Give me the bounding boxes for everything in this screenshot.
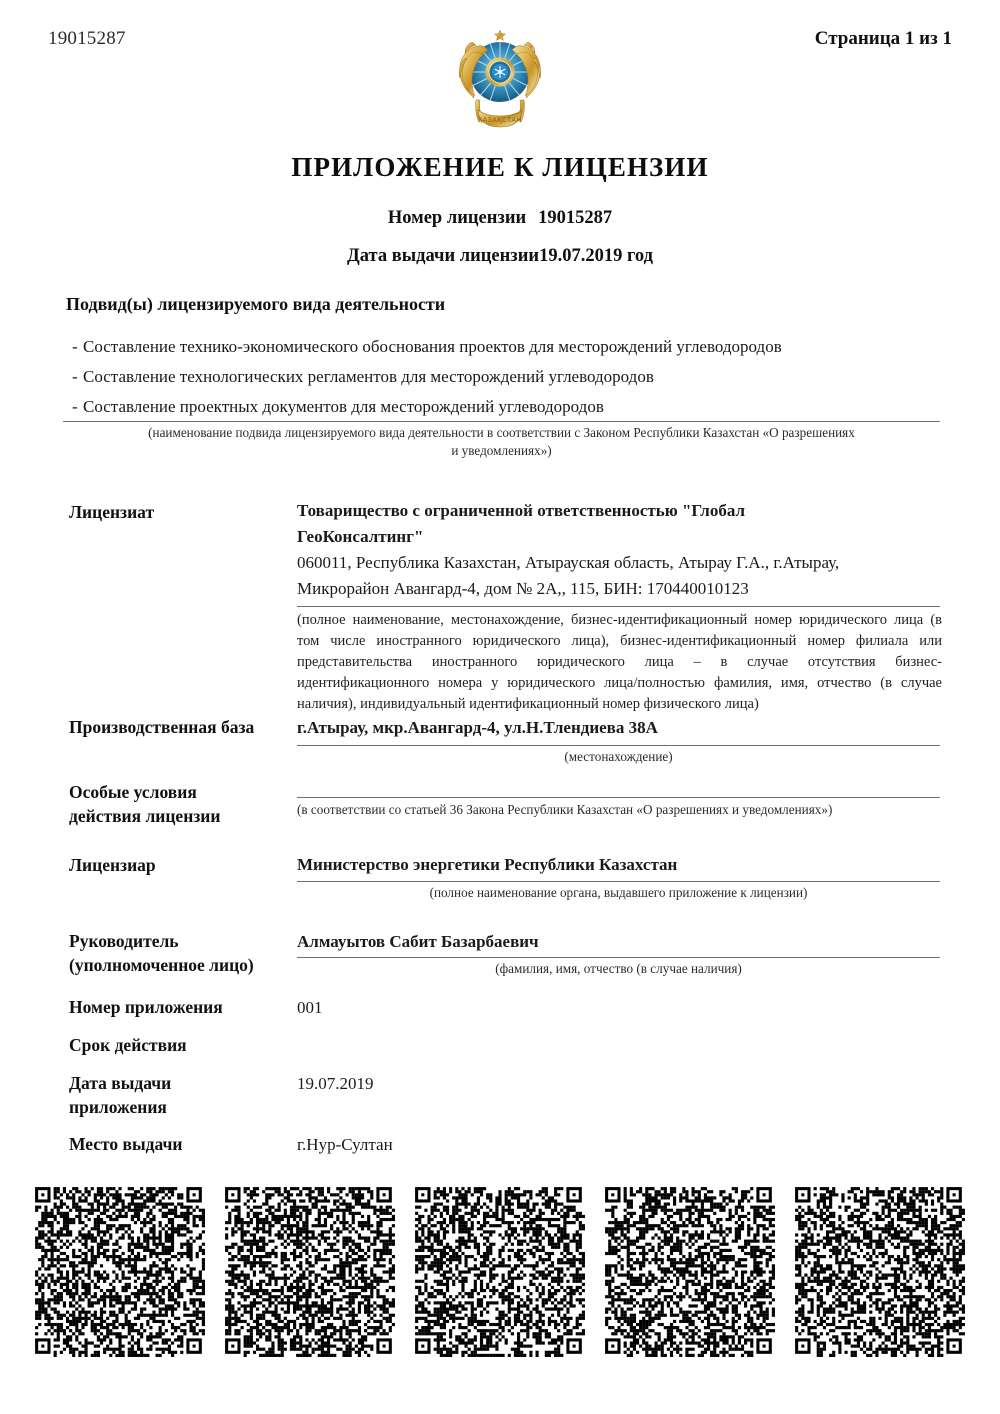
licensee-address [297, 550, 940, 602]
special-conditions-note: (в соответствии со статьей 36 Закона Республики Казахстан «О разрешениях и уведомлениях») [297, 802, 833, 817]
licensee-name [297, 498, 940, 550]
divider [297, 881, 940, 882]
list-item-label: Составление проектных документов для месторождений углеводородов [83, 397, 604, 416]
subtypes-heading: Подвид(ы) лицензируемого вида деятельности [66, 294, 446, 314]
license-number-value: 19015287 [538, 208, 613, 228]
subtypes-note-line2: и уведомлениях») [451, 443, 552, 458]
divider [297, 606, 940, 607]
director-label [69, 929, 294, 977]
list-item [72, 362, 940, 392]
production-base-value: г.Атырау, мкр.Авангард-4, ул.Н.Тлендиева 38А [297, 718, 658, 737]
licensee-name-line1: Товарищество с ограниченной ответственностью "Глобал [297, 501, 746, 520]
appendix-issue-date-value: 19.07.2019 [297, 1074, 374, 1093]
page-indicator: Страница 1 из 1 [814, 28, 952, 49]
licensee-name-line2: ГеоКонсалтинг" [297, 527, 424, 546]
licensor-note: (полное наименование органа, выдавшего приложение к лицензии) [429, 885, 808, 900]
divider [297, 797, 940, 798]
divider [297, 745, 940, 746]
emblem-container [0, 22, 1000, 139]
divider [63, 421, 940, 422]
licensee-label: Лицензиат [69, 502, 155, 522]
license-date-row [0, 246, 1000, 267]
list-item [72, 332, 940, 362]
appendix-number-value: 001 [297, 998, 323, 1017]
document-number: 19015287 [48, 28, 126, 49]
director-value: Алмауытов Сабит Базарбаевич [297, 932, 539, 951]
divider [297, 957, 940, 958]
list-item-label: Составление технико-экономического обоснования проектов для месторождений углеводородов [83, 337, 782, 356]
license-date-value: 19.07.2019 год [539, 246, 653, 266]
appendix-issue-date-label-line2: приложения [69, 1097, 167, 1117]
special-conditions-label-line1: Особые условия [69, 782, 197, 802]
licensee-note: (полное наименование, местонахождение, бизнес-идентификационный номер юридического лица (в том числе иностранного юридического лица), бизнес-идентификационный номер филиала или представительства иностранного юридического лица – в случае отсутствия бизнес-идентификационного номера у юридического лица/полностью фамилия, имя, отчество (в случае наличия), индивидуальный идентификационный номер физического лица) [297, 612, 942, 712]
2d-barcode [32, 1184, 208, 1360]
svg-text:ҚАЗАҚСТАН: ҚАЗАҚСТАН [478, 117, 522, 124]
kazakhstan-state-emblem-icon [448, 22, 552, 134]
list-item-label: Составление технологических регламентов для месторождений углеводородов [83, 367, 654, 386]
subtypes-note [63, 424, 940, 460]
special-conditions-label [69, 780, 284, 828]
license-number-row [0, 208, 1000, 229]
appendix-issue-place-label: Место выдачи [69, 1134, 183, 1154]
appendix-validity-label: Срок действия [69, 1035, 187, 1055]
licensor-value: Министерство энергетики Республики Казахстан [297, 855, 678, 874]
director-label-line1: Руководитель [69, 931, 179, 951]
bullet-dash: - [72, 367, 78, 386]
2d-barcode [602, 1184, 778, 1360]
director-label-line2: (уполномоченное лицо) [69, 955, 254, 975]
subtypes-list [72, 332, 940, 422]
licensee-address-line1: 060011, Республика Казахстан, Атырауская область, Атырау Г.А., г.Атырау, [297, 553, 840, 572]
subtypes-note-line1: (наименование подвида лицензируемого вида деятельности в соответствии с Законом Республики Казахстан «О разрешениях [148, 425, 855, 440]
appendix-issue-date-label [69, 1071, 294, 1119]
bullet-dash: - [72, 337, 78, 356]
director-note: (фамилия, имя, отчество (в случае наличия) [495, 961, 742, 976]
bullet-dash: - [72, 397, 78, 416]
2d-barcode [222, 1184, 398, 1360]
2d-barcode [792, 1184, 968, 1360]
special-conditions-label-line2: действия лицензии [69, 806, 221, 826]
licensee-address-line2: Микрорайон Авангард-4, дом № 2А,, 115, БИН: 170440010123 [297, 579, 749, 598]
appendix-issue-place-value: г.Нур-Султан [297, 1135, 393, 1154]
production-base-note: (местонахождение) [564, 749, 673, 764]
barcode-strip [32, 1184, 968, 1360]
page-title: ПРИЛОЖЕНИЕ К ЛИЦЕНЗИИ [291, 152, 709, 182]
2d-barcode [412, 1184, 588, 1360]
list-item [72, 392, 940, 422]
license-date-label: Дата выдачи лицензии [347, 246, 540, 266]
production-base-label: Производственная база [69, 717, 255, 737]
license-number-label: Номер лицензии [387, 208, 527, 228]
licensor-label: Лицензиар [69, 855, 156, 875]
appendix-number-label: Номер приложения [69, 997, 223, 1017]
appendix-issue-date-label-line1: Дата выдачи [69, 1073, 172, 1093]
